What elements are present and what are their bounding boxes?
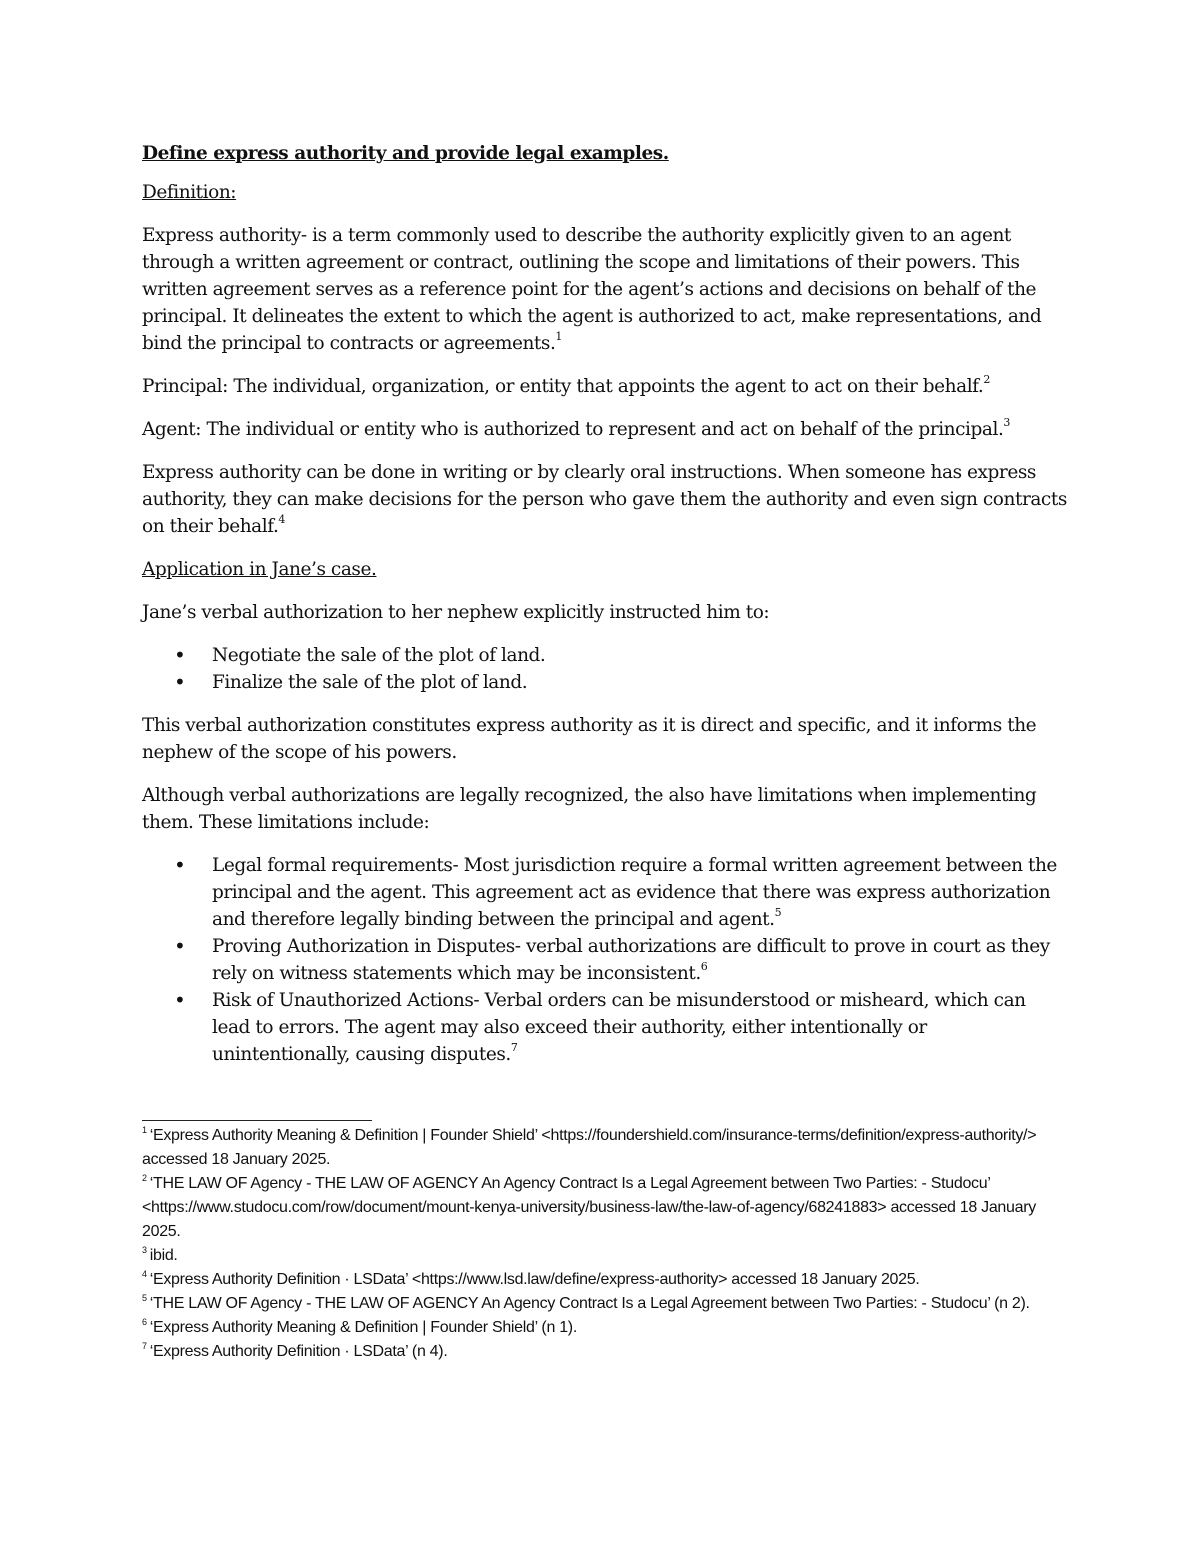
list-item: • Finalize the sale of the plot of land. <box>142 669 1067 696</box>
definition-label: Definition: <box>142 182 237 203</box>
jane-intro-paragraph: Jane’s verbal authorization to her nephew explicitly instructed him to: <box>142 602 770 623</box>
express-authority-paragraph: Express authority- is a term commonly used to describe the authority explicitly given to an agent through a written agreement or contract, outlining the scope and limitations of their powers. This written agreement serves as a reference point for the agent’s actions and decisions on behalf of the principal. It delineates the extent to which the agent is authorized to act, make representations, and bind the principal to contracts or agreements.$^1$ <box>142 225 1042 354</box>
footnotes-section <box>142 1124 1042 1364</box>
writing-paragraph: Express authority can be done in writing or by clearly oral instructions. When someone has express authority, they can make decisions for the person who gave them the authority and even sign contracts on their behalf.$^4$ <box>142 462 1067 537</box>
footnote: $^3$ ibid. <box>142 1244 178 1264</box>
footnote: $^6$ ‘Express Authority Meaning & Definition | Founder Shield’ (n 1). <box>142 1316 577 1336</box>
application-label: Application in Jane’s case. <box>142 559 377 580</box>
list-item: • Legal formal requirements- Most jurisdiction require a formal written agreement between the principal and the agent. This agreement act as evidence that there was express authorization and therefore legally binding between the principal and agent.$^5$ <box>142 852 1067 933</box>
footnote-ref: 6 <box>700 959 708 973</box>
footnote: $^4$ ‘Express Authority Definition · LSData’ <https://www.lsd.law/define/express-authority> accessed 18 January 2025. <box>142 1268 920 1288</box>
footnote-ref: 5 <box>774 905 782 919</box>
list-item: • Negotiate the sale of the plot of land. <box>142 642 1067 669</box>
document-heading: Define express authority and provide legal examples. <box>142 143 669 164</box>
footnote-ref: 7 <box>510 1040 518 1054</box>
footnote-separator <box>142 1120 372 1121</box>
footnote: $^2$ ‘THE LAW OF Agency - THE LAW OF AGENCY An Agency Contract Is a Legal Agreement between Two Parties: - Studocu’ <https://www.studocu.com/row/document/mount-kenya-university/business-law/the-law-of-agency/68241883> accessed 18 January 2025. <box>142 1172 1036 1240</box>
footnote: $^7$ ‘Express Authority Definition · LSData’ (n 4). <box>142 1340 448 1360</box>
principal-paragraph: Principal: The individual, organization, or entity that appoints the agent to act on their behalf.$^2$ <box>142 372 990 397</box>
instruction-list <box>142 642 1067 696</box>
footnote-ref: 3 <box>1003 415 1010 429</box>
although-paragraph: Although verbal authorizations are legally recognized, the also have limitations when implementing them. These limitations include: <box>142 785 1037 833</box>
footnote: $^5$ ‘THE LAW OF Agency - THE LAW OF AGENCY An Agency Contract Is a Legal Agreement between Two Parties: - Studocu’ (n 2). <box>142 1292 1030 1312</box>
list-item: • Proving Authorization in Disputes- verbal authorizations are difficult to prove in court as they rely on witness statements which may be inconsistent.$^6$ <box>142 933 1067 987</box>
footnote-ref: 1 <box>555 329 562 343</box>
constitutes-paragraph: This verbal authorization constitutes express authority as it is direct and specific, and it informs the nephew of the scope of his powers. <box>142 715 1037 763</box>
footnote-ref: 2 <box>983 372 990 386</box>
document-body <box>142 140 1067 1084</box>
footnote-ref: 4 <box>278 512 285 526</box>
footnote: $^1$ ‘Express Authority Meaning & Definition | Founder Shield’ <https://foundershield.com/insurance-terms/definition/express-authority/> accessed 18 January 2025. <box>142 1124 1037 1168</box>
agent-paragraph: Agent: The individual or entity who is authorized to represent and act on behalf of the principal.$^3$ <box>142 415 1010 440</box>
list-item: • Risk of Unauthorized Actions- Verbal orders can be misunderstood or misheard, which can lead to errors. The agent may also exceed their authority, either intentionally or unintentionally, causing disputes.$^7$ <box>142 987 1067 1068</box>
limitations-list <box>142 852 1067 1068</box>
